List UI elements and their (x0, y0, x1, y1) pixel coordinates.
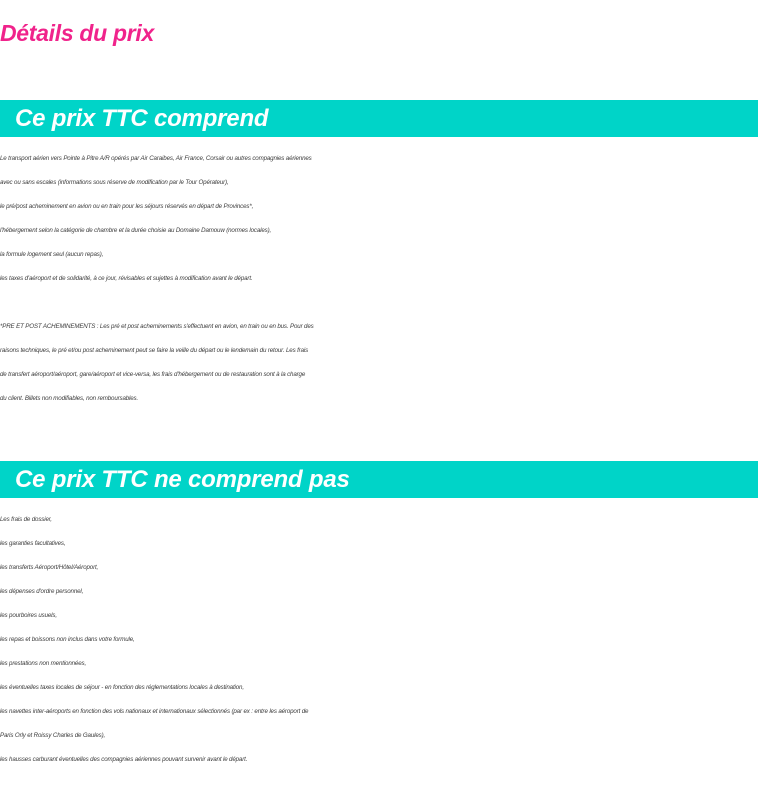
note-line: raisons techniques, le pré et/ou post acheminement peut se faire la veille du départ ou le lendemain du retour. Les frais (0, 347, 309, 354)
included-line: Le transport aérien vers Pointe à Pitre A/R opérés par Air Caraibes, Air France, Corsair ou autres compagnies aériennes (0, 155, 312, 162)
note-line: de transfert aéroport/aéroport, gare/aéroport et vice-versa, les frais d'hébergement ou de restauration sont à la charge (0, 371, 306, 378)
included-line: le pré/post acheminement en avion ou en train pour les séjours réservés en départ de Provinces*, (0, 203, 254, 210)
excluded-line: Paris Orly et Roissy Charles de Gaules), (0, 732, 106, 739)
excluded-line: les garanties facultatives, (0, 540, 66, 547)
note-line: *PRE ET POST ACHEMINEMENTS : Les pré et post acheminements s'effectuent en avion, en train ou en bus. Pour des (0, 323, 314, 330)
excluded-line: les prestations non mentionnées, (0, 660, 87, 667)
included-section-header: Ce prix TTC comprend (0, 100, 758, 137)
excluded-line: les transferts Aéroport/Hôtel/Aéroport, (0, 564, 99, 571)
included-line: les taxes d'aéroport et de solidarité, à ce jour, révisables et sujettes à modification avant le départ. (0, 275, 253, 282)
included-line: l'hébergement selon la catégorie de chambre et la durée choisie au Domaine Damouw (normes locales), (0, 227, 272, 234)
pre-post-acheminement-note (0, 315, 758, 411)
excluded-list (0, 508, 758, 772)
excluded-line: les repas et boissons non inclus dans votre formule, (0, 636, 135, 643)
note-line: du client. Billets non modifiables, non remboursables. (0, 395, 139, 402)
included-list (0, 147, 758, 291)
included-line: avec ou sans escales (informations sous réserve de modification par le Tour Opérateur), (0, 179, 229, 186)
excluded-line: les navettes inter-aéroports en fonction des vols nationaux et internationaux sélectionnés (par ex : entre les aéroport de (0, 708, 309, 715)
excluded-line: les éventuelles taxes locales de séjour - en fonction des réglementations locales à destination, (0, 684, 244, 691)
excluded-section-header: Ce prix TTC ne comprend pas (0, 461, 758, 498)
excluded-line: Les frais de dossier, (0, 516, 52, 523)
excluded-line: les hausses carburant éventuelles des compagnies aériennes pouvant survenir avant le départ. (0, 756, 248, 763)
excluded-line: les pourboires usuels, (0, 612, 57, 619)
excluded-line: les dépenses d'ordre personnel, (0, 588, 84, 595)
included-line: la formule logement seul (aucun repas), (0, 251, 104, 258)
page-title: Détails du prix (0, 20, 154, 46)
